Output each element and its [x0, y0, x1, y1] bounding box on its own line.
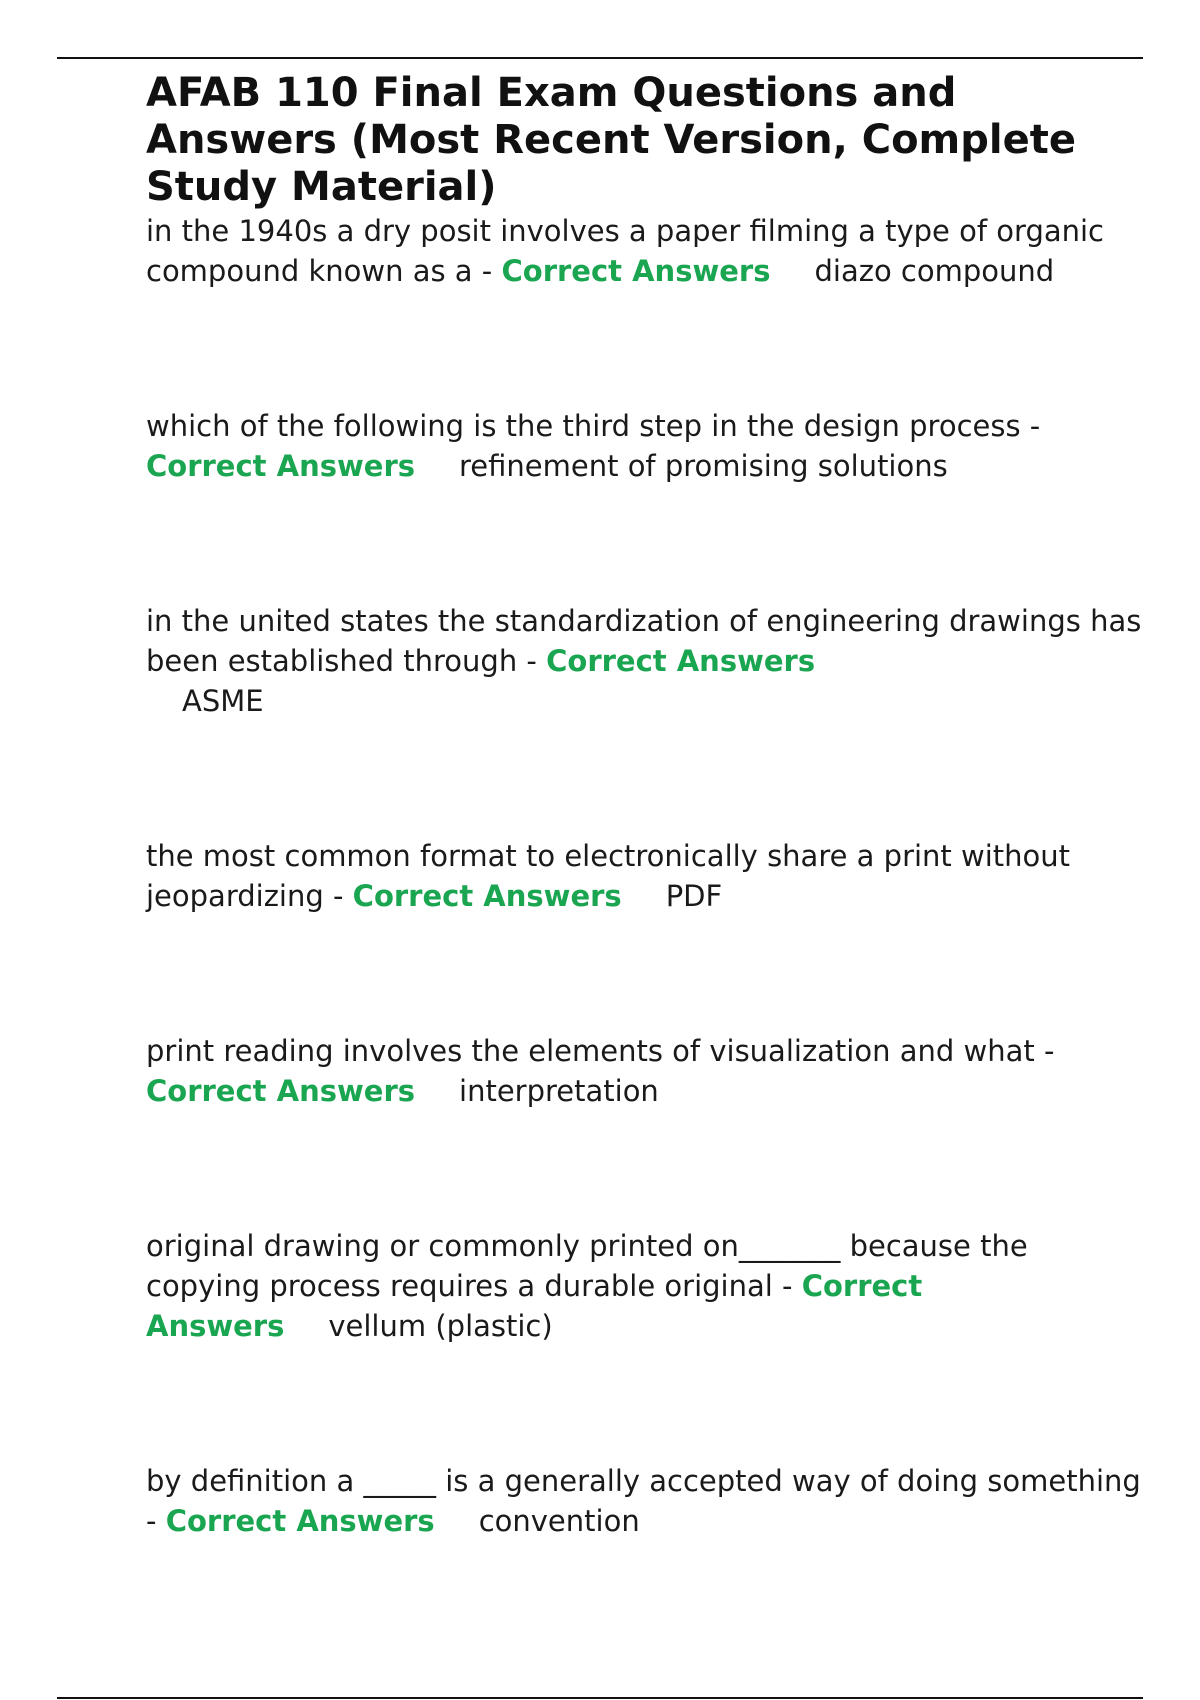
qa-item-6 [146, 1226, 1146, 1346]
question-text: the most common format to electronically share a print without jeopardizing - [146, 839, 1071, 913]
correct-answers-label: Correct Answers [146, 1269, 923, 1343]
question-text: by definition a _____ is a generally accepted way of doing something - [146, 1464, 1141, 1538]
qa-item-3 [146, 601, 1146, 721]
question-text: print reading involves the elements of visualization and what - [146, 1034, 1055, 1068]
answer-text: interpretation [459, 1074, 659, 1108]
correct-answers-label: Correct Answers [501, 254, 771, 288]
correct-answers-label: Correct Answers [165, 1504, 435, 1538]
qa-list [146, 211, 1146, 1541]
correct-answers-label: Correct Answers [146, 1074, 416, 1108]
correct-answers-label: Correct Answers [352, 879, 622, 913]
question-text: in the 1940s a dry posit involves a paper filming a type of organic compound known as a - [146, 214, 1105, 288]
answer-text: refinement of promising solutions [459, 449, 948, 483]
qa-item-1 [146, 211, 1146, 291]
question-text: in the united states the standardization of engineering drawings has been established through - [146, 604, 1142, 678]
qa-item-2 [146, 406, 1146, 486]
correct-answers-label: Correct Answers [146, 449, 416, 483]
correct-answers-label: Correct Answers [546, 644, 816, 678]
answer-text: ASME [182, 684, 264, 718]
answer-text: vellum (plastic) [328, 1309, 553, 1343]
answer-text: diazo compound [814, 254, 1055, 288]
document-body [146, 70, 1146, 1656]
top-rule [57, 57, 1143, 59]
answer-text: convention [478, 1504, 640, 1538]
bottom-rule [57, 1697, 1143, 1699]
question-text: which of the following is the third step in the design process - [146, 409, 1041, 443]
answer-text: PDF [665, 879, 723, 913]
document-title: AFAB 110 Final Exam Questions and Answers (Most Recent Version, Complete Study Material) [146, 70, 1076, 210]
qa-item-5 [146, 1031, 1146, 1111]
question-text: original drawing or commonly printed on_______ because the copying process requires a durable original - [146, 1229, 1028, 1303]
qa-item-7 [146, 1461, 1146, 1541]
qa-item-4 [146, 836, 1146, 916]
